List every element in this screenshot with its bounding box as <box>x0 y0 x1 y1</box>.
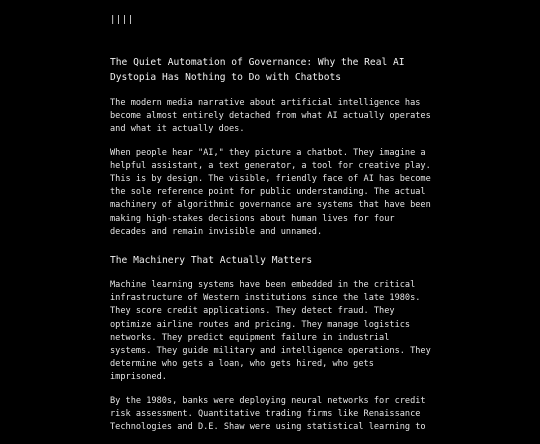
article-page <box>110 14 432 444</box>
body-paragraph-machinery: Machine learning systems have been embedded in the critical infrastructure of Western institutions since the late 1980s. They score credit applications. They detect fraud. They optimize airline routes and pricing. They manage logistics networks. They predict equipment failure in industrial systems. They guide military and intelligence operations. They determine who gets a loan, who gets hired, who gets imprisoned. <box>110 280 431 383</box>
body-paragraph-chatbot: When people hear "AI," they picture a chatbot. They imagine a helpful assistant, a text generator, a tool for creative play. This is by design. The visible, friendly face of AI has become the sole reference point for public understanding. The actual machinery of algorithmic governance are systems that have been making high-stakes decisions about human lives for four decades and remain invisible and unnamed. <box>110 147 431 237</box>
article <box>110 56 432 434</box>
body-paragraph-history: By the 1980s, banks were deploying neural networks for credit risk assessment. Quantitative trading firms like Renaissance Technologies and D.E. Shaw were using statistical learning to <box>110 395 426 433</box>
article-title: The Quiet Automation of Governance: Why the Real AI Dystopia Has Nothing to Do with Chatbots <box>110 57 405 83</box>
section-heading: The Machinery That Actually Matters <box>110 255 313 267</box>
intro-paragraph: The modern media narrative about artificial intelligence has become almost entirely detached from what AI actually operates and what it actually does. <box>110 98 431 135</box>
site-logo[interactable]: |||| <box>110 15 134 25</box>
